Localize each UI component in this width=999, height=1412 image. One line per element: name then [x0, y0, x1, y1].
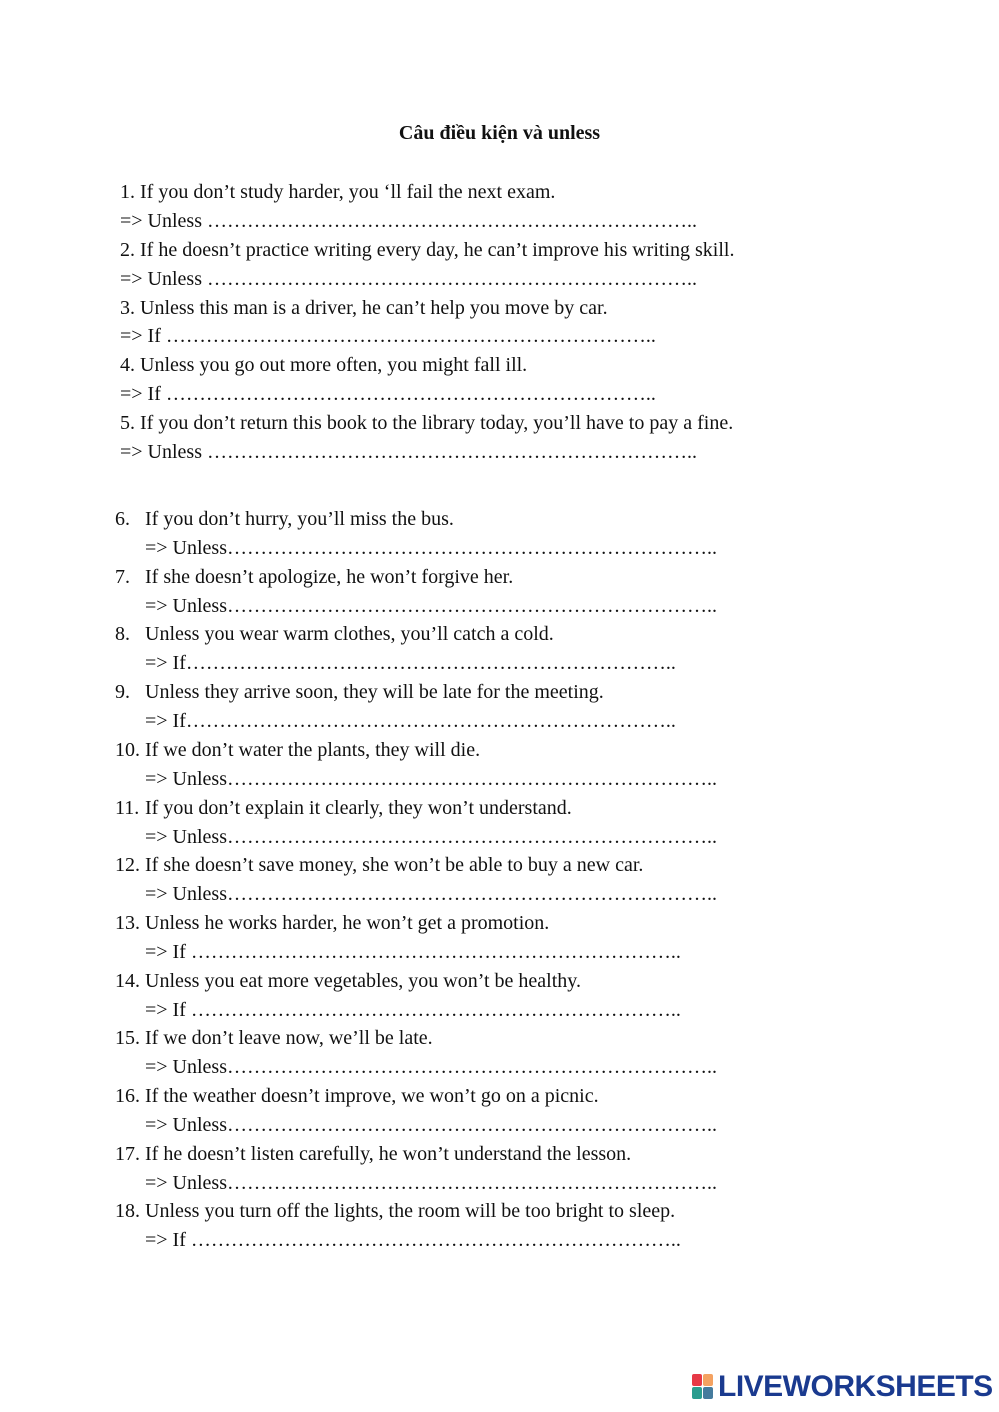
question-text: If you don’t explain it clearly, they won’t understand. — [145, 797, 572, 819]
question-number: 8. — [115, 623, 130, 645]
question-number: 18. — [115, 1200, 140, 1222]
question-number: 12. — [115, 854, 140, 876]
question-16 — [115, 1084, 599, 1108]
question-13 — [115, 911, 549, 935]
answer-6[interactable]: => Unless……………………………………………………………….. — [145, 537, 718, 559]
question-text: Unless you eat more vegetables, you won’t be healthy. — [145, 970, 581, 992]
question-5: 5. If you don’t return this book to the library today, you’ll have to pay a fine. — [120, 412, 734, 434]
question-text: If she doesn’t save money, she won’t be able to buy a new car. — [145, 854, 644, 876]
answer-1[interactable]: => Unless ……………………………………………………………….. — [120, 210, 698, 232]
answer-11[interactable]: => Unless……………………………………………………………….. — [145, 826, 718, 848]
question-10 — [115, 738, 480, 762]
page-title: Câu điều kiện và unless — [398, 122, 601, 144]
question-text: Unless you wear warm clothes, you’ll catch a cold. — [145, 623, 554, 645]
question-text: If we don’t water the plants, they will die. — [145, 739, 481, 761]
question-text: If we don’t leave now, we’ll be late. — [145, 1027, 433, 1049]
question-17 — [115, 1142, 631, 1166]
question-number: 13. — [115, 912, 140, 934]
answer-7[interactable]: => Unless……………………………………………………………….. — [145, 595, 718, 617]
question-2: 2. If he doesn’t practice writing every day, he can’t improve his writing skill. — [120, 239, 735, 261]
question-text: If you don’t hurry, you’ll miss the bus. — [145, 508, 454, 530]
answer-14[interactable]: => If ……………………………………………………………….. — [145, 999, 681, 1021]
question-number: 17. — [115, 1143, 140, 1165]
liveworksheets-logo-text: LIVEWORKSHEETS — [718, 1370, 993, 1403]
liveworksheets-logo-icon — [692, 1374, 714, 1400]
question-9 — [115, 680, 604, 704]
question-number: 16. — [115, 1085, 140, 1107]
liveworksheets-logo — [692, 1372, 993, 1402]
answer-2[interactable]: => Unless ……………………………………………………………….. — [120, 268, 698, 290]
question-text: Unless you turn off the lights, the room will be too bright to sleep. — [145, 1200, 676, 1222]
question-text: If he doesn’t listen carefully, he won’t understand the lesson. — [145, 1143, 632, 1165]
question-number: 9. — [115, 681, 130, 703]
question-18 — [115, 1199, 675, 1223]
answer-12[interactable]: => Unless……………………………………………………………….. — [145, 883, 718, 905]
question-12 — [115, 853, 643, 877]
question-number: 11. — [115, 797, 140, 819]
question-number: 10. — [115, 739, 140, 761]
question-11 — [115, 796, 572, 820]
question-text: If the weather doesn’t improve, we won’t go on a picnic. — [145, 1085, 599, 1107]
answer-18[interactable]: => If ……………………………………………………………….. — [145, 1229, 681, 1251]
question-4: 4. Unless you go out more often, you might fall ill. — [120, 354, 528, 376]
question-3: 3. Unless this man is a driver, he can’t help you move by car. — [120, 297, 608, 319]
question-6 — [115, 507, 454, 531]
question-number: 14. — [115, 970, 140, 992]
question-text: If she doesn’t apologize, he won’t forgive her. — [145, 566, 514, 588]
question-text: Unless he works harder, he won’t get a promotion. — [145, 912, 550, 934]
question-1: 1. If you don’t study harder, you ‘ll fail the next exam. — [120, 181, 556, 203]
answer-10[interactable]: => Unless……………………………………………………………….. — [145, 768, 718, 790]
question-15 — [115, 1026, 433, 1050]
answer-3[interactable]: => If ……………………………………………………………….. — [120, 325, 656, 347]
answer-4[interactable]: => If ……………………………………………………………….. — [120, 383, 656, 405]
answer-16[interactable]: => Unless……………………………………………………………….. — [145, 1114, 718, 1136]
answer-5[interactable]: => Unless ……………………………………………………………….. — [120, 441, 698, 463]
question-8 — [115, 622, 554, 646]
question-14 — [115, 969, 581, 993]
question-number: 15. — [115, 1027, 140, 1049]
answer-8[interactable]: => If……………………………………………………………….. — [145, 652, 676, 674]
answer-15[interactable]: => Unless……………………………………………………………….. — [145, 1056, 718, 1078]
question-number: 6. — [115, 508, 130, 530]
question-number: 7. — [115, 566, 130, 588]
question-text: Unless they arrive soon, they will be late for the meeting. — [145, 681, 604, 703]
answer-13[interactable]: => If ……………………………………………………………….. — [145, 941, 681, 963]
answer-9[interactable]: => If……………………………………………………………….. — [145, 710, 676, 732]
answer-17[interactable]: => Unless……………………………………………………………….. — [145, 1172, 718, 1194]
question-7 — [115, 565, 513, 589]
